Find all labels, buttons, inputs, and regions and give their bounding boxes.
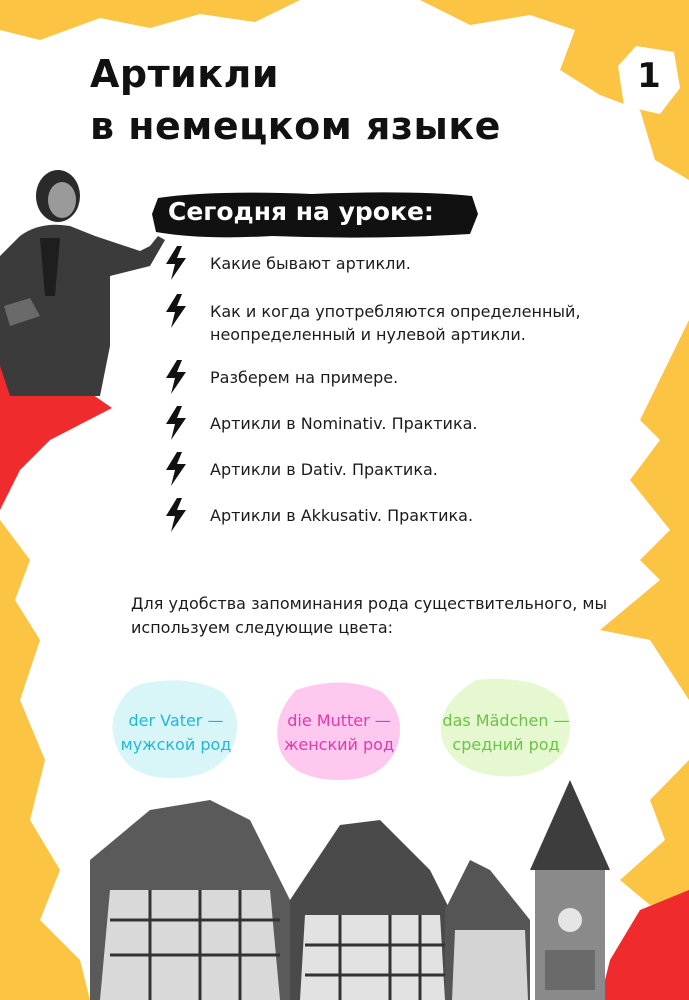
agenda-item-label: Разберем на примере. xyxy=(210,368,399,387)
masculine-label: мужской род xyxy=(120,735,232,754)
lightning-bolt-icon xyxy=(164,360,188,394)
top-left-yellow-shape xyxy=(0,0,300,40)
agenda-item-label: Какие бывают артикли. xyxy=(210,254,411,273)
feminine-example-word: die Mutter — xyxy=(287,711,391,730)
masculine-example-word: der Vater — xyxy=(128,711,224,730)
page-title xyxy=(90,48,550,152)
feminine-label: женский род xyxy=(283,735,395,754)
woman-pointing-photo xyxy=(0,166,170,396)
right-bottom-yellow-shape xyxy=(620,760,689,905)
color-coding-note: Для удобства запоминания рода существительного, мы используем следующие цвета: xyxy=(131,594,608,637)
masculine-example xyxy=(110,709,242,757)
lightning-bolt-icon xyxy=(164,452,188,486)
left-yellow-shape xyxy=(0,520,90,1000)
title-line-1: Артикли xyxy=(90,52,280,96)
neuter-label: средний род xyxy=(452,735,560,754)
page-number: 1 xyxy=(637,56,661,96)
agenda-item-label: Артикли в Nominativ. Практика. xyxy=(210,414,478,433)
half-timbered-houses-photo xyxy=(90,770,630,1000)
lightning-bolt-icon xyxy=(164,246,188,280)
lightning-bolt-icon xyxy=(164,294,188,328)
lesson-heading: Сегодня на уроке: xyxy=(168,197,434,226)
agenda-item-label: Как и когда употребляются определенный, неопределенный и нулевой артикли. xyxy=(210,302,581,344)
title-line-2: в немецком языке xyxy=(90,104,501,148)
feminine-example xyxy=(274,709,404,757)
agenda-item-label: Артикли в Akkusativ. Практика. xyxy=(210,506,474,525)
lightning-bolt-icon xyxy=(164,406,188,440)
lightning-bolt-icon xyxy=(164,498,188,532)
neuter-example xyxy=(436,709,576,757)
neuter-example-word: das Mädchen — xyxy=(442,711,570,730)
agenda-item-label: Артикли в Dativ. Практика. xyxy=(210,460,438,479)
